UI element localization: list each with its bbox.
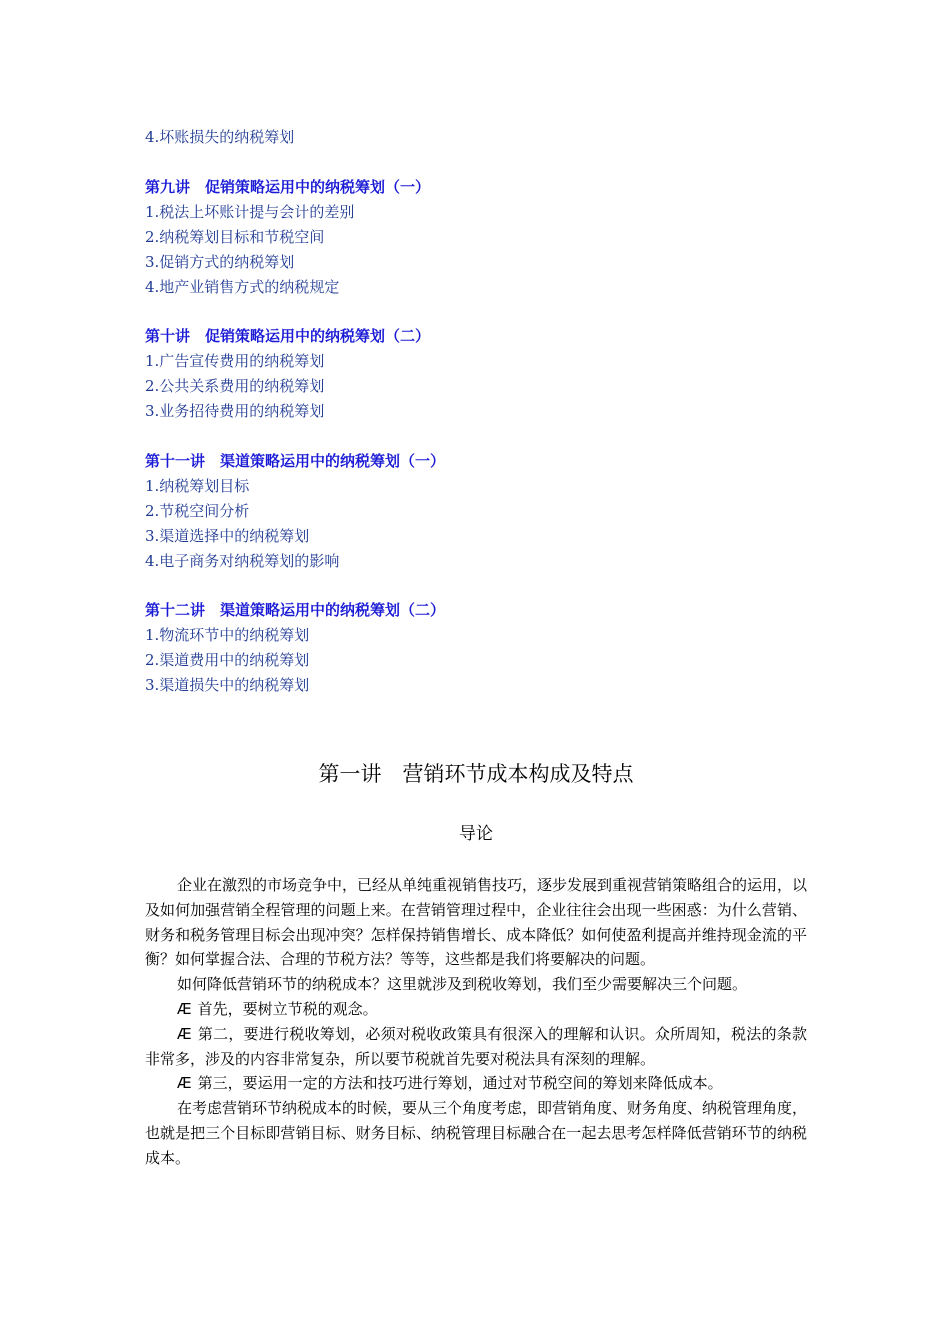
toc-lecture-heading: 第九讲 促销策略运用中的纳税筹划（一）	[145, 178, 431, 196]
toc-item: 3.促销方式的纳税筹划	[145, 253, 295, 271]
bullet-icon: Æ	[177, 1024, 192, 1043]
bullet-paragraph	[145, 1071, 807, 1096]
toc-item: 2.渠道费用中的纳税筹划	[145, 651, 310, 669]
toc-item: 4.电子商务对纳税筹划的影响	[145, 552, 340, 570]
chapter-body	[145, 873, 807, 1171]
bullet-paragraph	[145, 1022, 807, 1072]
toc-item: 4.坏账损失的纳税筹划	[145, 128, 295, 146]
bullet-icon: Æ	[177, 1074, 192, 1093]
body-paragraph: 在考虑营销环节纳税成本的时候，要从三个角度考虑，即营销角度、财务角度、纳税管理角度，也就是把三个目标即营销目标、财务目标、纳税管理目标融合在一起去思考怎样降低营销环节的纳税成本。	[145, 1099, 808, 1167]
toc-item: 3.渠道选择中的纳税筹划	[145, 527, 310, 545]
toc-item: 1.广告宣传费用的纳税筹划	[145, 352, 325, 370]
document-page	[145, 0, 807, 1344]
toc-item: 4.地产业销售方式的纳税规定	[145, 278, 340, 296]
toc-item: 2.纳税筹划目标和节税空间	[145, 228, 325, 246]
body-paragraph: 企业在激烈的市场竞争中，已经从单纯重视销售技巧，逐步发展到重视营销策略组合的运用，以及如何加强营销全程管理的问题上来。在营销管理过程中，企业往往会出现一些困惑：为什么营销、财务和税务管理目标会出现冲突？怎样保持销售增长、成本降低？如何使盈利提高并维持现金流的平衡？如何掌握合法、合理的节税方法？等等，这些都是我们将要解决的问题。	[145, 876, 808, 969]
toc-item: 3.渠道损失中的纳税筹划	[145, 676, 310, 694]
toc-lecture-heading: 第十讲 促销策略运用中的纳税筹划（二）	[145, 327, 431, 345]
bullet-text: 第三，要运用一定的方法和技巧进行筹划，通过对节税空间的筹划来降低成本。	[197, 1074, 723, 1093]
bullet-text: 首先，要树立节税的观念。	[197, 999, 378, 1018]
toc-item: 2.公共关系费用的纳税筹划	[145, 377, 325, 395]
bullet-text: 第二，要进行税收筹划，必须对税收政策具有很深入的理解和认识。众所周知，税法的条款非常多，涉及的内容非常复杂，所以要节税就首先要对税法具有深刻的理解。	[145, 1024, 807, 1068]
body-paragraph: 如何降低营销环节的纳税成本？这里就涉及到税收筹划，我们至少需要解决三个问题。	[177, 975, 748, 994]
toc-item: 3.业务招待费用的纳税筹划	[145, 402, 325, 420]
bullet-icon: Æ	[177, 999, 192, 1018]
bullet-paragraph	[145, 997, 807, 1022]
toc-lecture-heading: 第十一讲 渠道策略运用中的纳税筹划（一）	[145, 452, 446, 470]
toc-item: 2.节税空间分析	[145, 502, 250, 520]
chapter-title: 第一讲 营销环节成本构成及特点	[318, 762, 634, 786]
toc-item: 1.物流环节中的纳税筹划	[145, 626, 310, 644]
section-title: 导论	[459, 824, 493, 844]
toc-lecture-heading: 第十二讲 渠道策略运用中的纳税筹划（二）	[145, 601, 446, 619]
toc-item: 1.税法上坏账计提与会计的差别	[145, 203, 355, 221]
toc-item: 1.纳税筹划目标	[145, 477, 250, 495]
